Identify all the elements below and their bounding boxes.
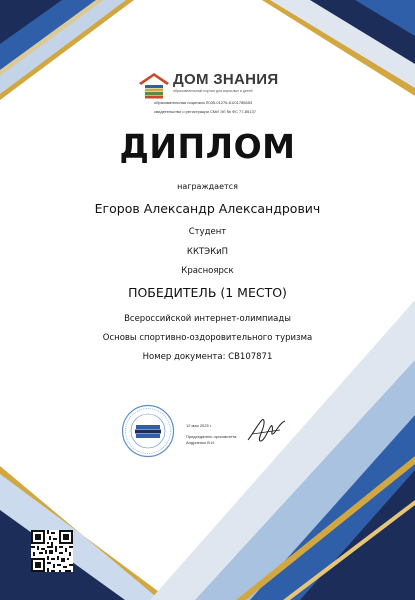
- qr-code: [31, 530, 73, 572]
- registration-line: свидетельство о регистрации СМИ ЭЛ № ФС 77-85137: [154, 109, 256, 114]
- house-with-books-icon: [137, 70, 171, 100]
- subject-name: Основы спортивно-оздоровительного туризма: [102, 333, 313, 343]
- logo-subtitle: образовательный портал для взрослых и детей: [173, 89, 253, 93]
- license-line: образовательная лицензия Л035-01276-61/01785653: [154, 100, 253, 105]
- seal-stamp-icon: [121, 404, 175, 458]
- recipient-city: Красноярск: [181, 266, 234, 276]
- event-name: Всероссийской интернет-олимпиады: [124, 314, 291, 324]
- signature-position: Председатель оргкомитета: [186, 433, 237, 439]
- logo-title: ДОМ ЗНАНИЯ: [173, 71, 279, 88]
- recipient-role: Студент: [188, 227, 227, 237]
- handwritten-signature: [244, 414, 288, 448]
- signature-person: Андриенко В.И.: [186, 440, 215, 445]
- awarded-label: награждается: [177, 182, 238, 191]
- signature-date: 12 мая 2025 г.: [186, 423, 212, 428]
- recipient-name: Егоров Александр Александрович: [94, 201, 321, 216]
- recipient-organization: ККТЭКиП: [186, 247, 229, 257]
- diploma-title: ДИПЛОМ: [119, 127, 296, 166]
- signature-block: [186, 423, 236, 447]
- document-number: Номер документа: СВ107871: [142, 352, 273, 362]
- award-place: ПОБЕДИТЕЛЬ (1 МЕСТО): [128, 285, 287, 300]
- logo: [137, 68, 297, 114]
